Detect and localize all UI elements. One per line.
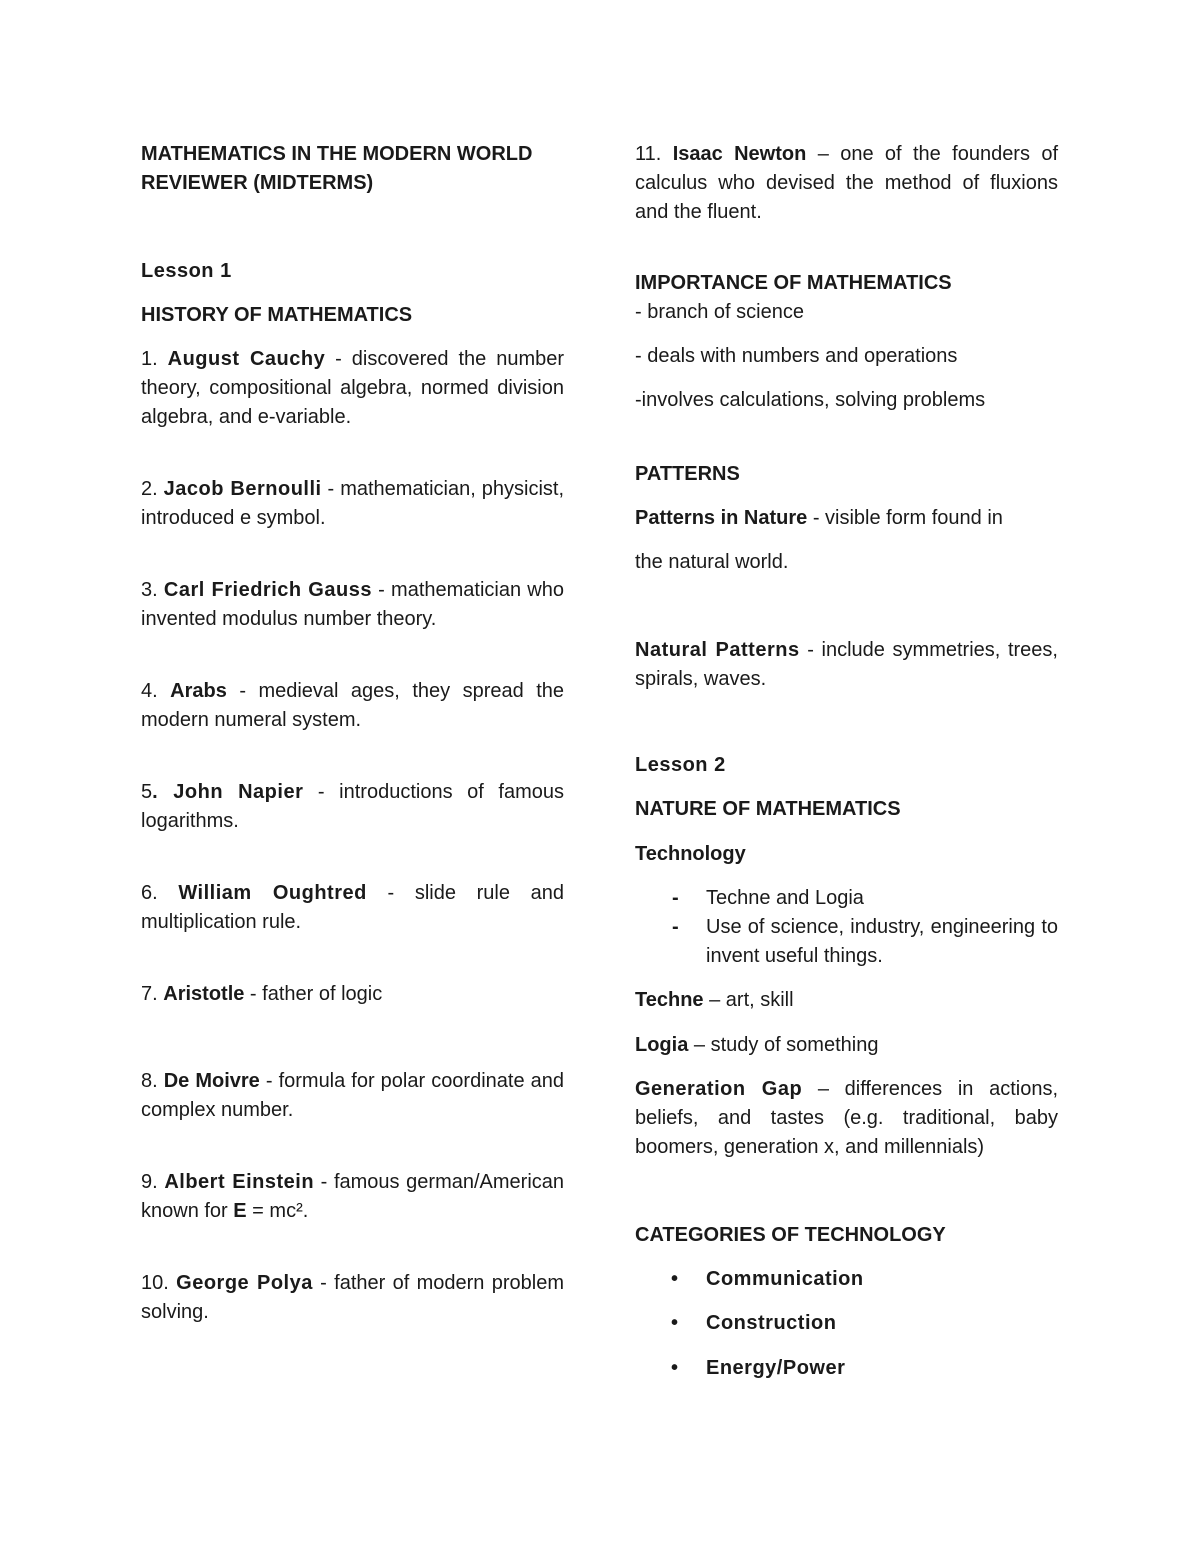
patterns-in-nature — [635, 504, 1058, 533]
list-item-text: Construction — [706, 1312, 837, 1334]
item-sep: - — [312, 1272, 335, 1294]
term: Logia — [635, 1034, 689, 1056]
item-sep: – — [806, 143, 841, 165]
list-item — [635, 884, 1058, 913]
item-name: Aristotle — [163, 983, 245, 1005]
technology-heading: Technology — [635, 843, 746, 865]
item-number: 7. — [141, 983, 158, 1005]
patterns-in-nature-cont: the natural world. — [635, 551, 789, 573]
generation-gap-def — [635, 1075, 1058, 1162]
list-item — [635, 1354, 1058, 1383]
item-sep: - — [226, 680, 259, 702]
importance-item-2: - deals with numbers and operations — [635, 345, 958, 367]
item-name: Albert Einstein — [164, 1171, 315, 1193]
item-name: William Oughtred — [178, 882, 367, 904]
history-item-8 — [141, 1067, 564, 1125]
list-item-text: Energy/Power — [706, 1357, 846, 1379]
history-heading: HISTORY OF MATHEMATICS — [141, 304, 413, 326]
item-desc-tail: = mc². — [246, 1200, 309, 1222]
item-name: Carl Friedrich Gauss — [163, 579, 372, 601]
left-column — [141, 140, 564, 1327]
techne-def — [635, 986, 1058, 1015]
natural-patterns — [635, 636, 1058, 694]
item-sep: - — [325, 348, 352, 370]
history-item-10 — [141, 1269, 564, 1327]
patterns-heading: PATTERNS — [635, 463, 740, 485]
item-sep: - — [321, 478, 341, 500]
item-desc: mathematician, physicist, introduced e symbol. — [141, 478, 565, 529]
item-desc: father of logic — [262, 983, 383, 1005]
lesson2-label: Lesson 2 — [635, 754, 726, 776]
importance-item-1: - branch of science — [635, 301, 804, 323]
item-desc: slide rule and multiplication rule. — [141, 882, 564, 933]
categories-list — [635, 1265, 1058, 1383]
item-number: 8. — [141, 1070, 158, 1092]
history-item-4 — [141, 677, 564, 735]
term-desc: - visible form found in — [807, 507, 1003, 529]
item-desc: father of modern problem solving. — [141, 1272, 565, 1323]
item-number: 2. — [141, 478, 158, 500]
term-desc: - include symmetries, trees, spirals, waves. — [635, 639, 1058, 690]
item-name: . John Napier — [152, 781, 304, 803]
history-item-11 — [635, 140, 1058, 227]
history-item-2 — [141, 475, 564, 533]
term-desc: – differences in actions, beliefs, and tastes (e.g. traditional, baby boomers, generation x, and millennials) — [635, 1078, 1059, 1158]
item-number: 11. — [635, 143, 662, 165]
item-number: 9. — [141, 1171, 158, 1193]
history-item-3 — [141, 576, 564, 634]
item-number: 6. — [141, 882, 158, 904]
history-item-6 — [141, 879, 564, 937]
item-name: De Moivre — [163, 1070, 260, 1092]
item-desc: formula for polar coordinate and complex number. — [141, 1070, 564, 1121]
term: Generation Gap — [635, 1078, 803, 1100]
dash-marker: - — [672, 887, 679, 909]
item-desc: discovered the number theory, compositional algebra, normed division algebra, and e-variable. — [141, 348, 565, 428]
categories-heading: CATEGORIES OF TECHNOLOGY — [635, 1224, 946, 1246]
logia-def — [635, 1031, 1058, 1060]
dash-marker: - — [672, 916, 679, 938]
item-number: 4. — [141, 680, 158, 702]
importance-heading: IMPORTANCE OF MATHEMATICS — [635, 272, 952, 294]
item-desc: mathematician who invented modulus number theory. — [141, 579, 564, 630]
list-item — [635, 1309, 1058, 1338]
importance-item-3: -involves calculations, solving problems — [635, 389, 986, 411]
lesson1-label: Lesson 1 — [141, 260, 232, 282]
nature-heading: NATURE OF MATHEMATICS — [635, 798, 901, 820]
item-sep: - — [244, 983, 263, 1005]
list-item — [635, 1265, 1058, 1294]
item-number: 10. — [141, 1272, 169, 1294]
item-number: 3. — [141, 579, 158, 601]
doc-title-line1: MATHEMATICS IN THE MODERN WORLD — [141, 143, 533, 165]
item-sep: - — [366, 882, 415, 904]
history-item-1 — [141, 345, 564, 432]
item-sep: - — [314, 1171, 334, 1193]
term: Patterns in Nature — [635, 507, 808, 529]
list-item-text: Techne and Logia — [706, 887, 864, 909]
term: Natural Patterns — [635, 639, 800, 661]
item-name: August Cauchy — [167, 348, 326, 370]
term: Techne — [635, 989, 704, 1011]
history-item-9 — [141, 1168, 564, 1226]
item-sep: - — [259, 1070, 279, 1092]
list-item-text: Use of science, industry, engineering to invent useful things. — [706, 916, 1058, 967]
item-desc: famous german/American known for — [141, 1171, 565, 1222]
list-item-text: Communication — [706, 1268, 864, 1290]
item-number: 1. — [141, 348, 158, 370]
bullet-marker: • — [671, 1357, 679, 1379]
item-name: Isaac Newton — [672, 143, 807, 165]
bullet-marker: • — [671, 1268, 679, 1290]
item-name: Jacob Bernoulli — [163, 478, 322, 500]
item-sep: - — [371, 579, 392, 601]
bullet-marker: • — [671, 1312, 679, 1334]
term-desc: – art, skill — [703, 989, 794, 1011]
item-sep: - — [303, 781, 340, 803]
item-desc: introductions of famous logarithms. — [141, 781, 564, 832]
item-desc: one of the founders of calculus who devised the method of fluxions and the fluent. — [635, 143, 1059, 223]
item-desc-bold: E — [233, 1200, 247, 1222]
item-name: Arabs — [170, 680, 227, 702]
history-item-7 — [141, 980, 564, 1009]
technology-list — [635, 884, 1058, 971]
history-item-5 — [141, 778, 564, 836]
item-desc: medieval ages, they spread the modern numeral system. — [141, 680, 564, 731]
item-number: 5 — [141, 781, 153, 803]
right-column — [635, 140, 1058, 1383]
item-name: George Polya — [176, 1272, 313, 1294]
list-item — [635, 913, 1058, 971]
term-desc: – study of something — [688, 1034, 879, 1056]
doc-title-line2: REVIEWER (MIDTERMS) — [141, 172, 374, 194]
